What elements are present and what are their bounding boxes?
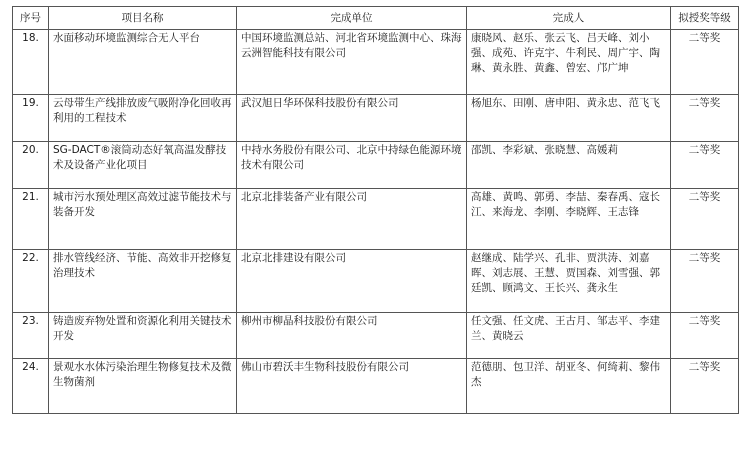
row-number: 22.	[13, 250, 49, 313]
completing-unit: 北京北排装备产业有限公司	[237, 189, 467, 250]
header-project-name: 项目名称	[49, 7, 237, 30]
award-level: 二等奖	[671, 359, 739, 414]
completing-people: 任文强、任文虎、王古月、邹志平、李建兰、黄晓云	[467, 313, 671, 359]
awards-table	[12, 6, 739, 414]
row-number: 20.	[13, 142, 49, 189]
completing-people: 高雄、黄鸣、郭勇、李喆、秦春禹、寇长江、来海龙、李刚、李晓辉、王志锋	[467, 189, 671, 250]
row-number: 19.	[13, 95, 49, 142]
completing-unit: 武汉旭日华环保科技股份有限公司	[237, 95, 467, 142]
completing-people: 杨旭东、田刚、唐申阳、黄永忠、范飞飞	[467, 95, 671, 142]
table-row	[13, 313, 739, 359]
award-level: 二等奖	[671, 30, 739, 95]
completing-unit: 北京北排建设有限公司	[237, 250, 467, 313]
completing-people: 赵继成、陆学兴、孔非、贾洪涛、刘嘉晖、刘志展、王慧、贾国森、刘雪强、郭廷凯、顾鸿文、王长兴、龚永生	[467, 250, 671, 313]
table-row	[13, 189, 739, 250]
completing-unit: 中持水务股份有限公司、北京中持绿色能源环境技术有限公司	[237, 142, 467, 189]
row-number: 23.	[13, 313, 49, 359]
header-completing-people: 完成人	[467, 7, 671, 30]
project-name: 云母带生产线排放废气吸附净化回收再利用的工程技术	[49, 95, 237, 142]
award-level: 二等奖	[671, 313, 739, 359]
project-name: 铸造废弃物处置和资源化利用关键技术开发	[49, 313, 237, 359]
project-name: 城市污水预处理区高效过滤节能技术与装备开发	[49, 189, 237, 250]
row-number: 24.	[13, 359, 49, 414]
table-row	[13, 142, 739, 189]
award-level: 二等奖	[671, 189, 739, 250]
project-name: 景观水水体污染治理生物修复技术及微生物菌剂	[49, 359, 237, 414]
completing-people: 邵凯、李彩斌、张晓慧、高媛莉	[467, 142, 671, 189]
completing-unit: 中国环境监测总站、河北省环境监测中心、珠海云洲智能科技有限公司	[237, 30, 467, 95]
table-row	[13, 250, 739, 313]
table-header-row	[13, 7, 739, 30]
award-level: 二等奖	[671, 95, 739, 142]
header-number: 序号	[13, 7, 49, 30]
project-name: SG-DACT®滚筒动态好氧高温发酵技术及设备产业化项目	[49, 142, 237, 189]
header-completing-unit: 完成单位	[237, 7, 467, 30]
table-row	[13, 95, 739, 142]
completing-unit: 柳州市柳晶科技股份有限公司	[237, 313, 467, 359]
completing-people: 范德朋、包卫洋、胡亚冬、何绮莉、黎伟杰	[467, 359, 671, 414]
project-name: 排水管线经济、节能、高效非开挖修复治理技术	[49, 250, 237, 313]
award-level: 二等奖	[671, 142, 739, 189]
completing-unit: 佛山市碧沃丰生物科技股份有限公司	[237, 359, 467, 414]
completing-people: 康晓风、赵乐、张云飞、吕天峰、刘小强、成苑、许克宇、牛利民、周广宇、陶琳、黄永胜、黄鑫、曾宏、邝广坤	[467, 30, 671, 95]
header-award-level: 拟授奖等级	[671, 7, 739, 30]
award-level: 二等奖	[671, 250, 739, 313]
table-row	[13, 359, 739, 414]
project-name: 水面移动环境监测综合无人平台	[49, 30, 237, 95]
row-number: 21.	[13, 189, 49, 250]
row-number: 18.	[13, 30, 49, 95]
table-row	[13, 30, 739, 95]
